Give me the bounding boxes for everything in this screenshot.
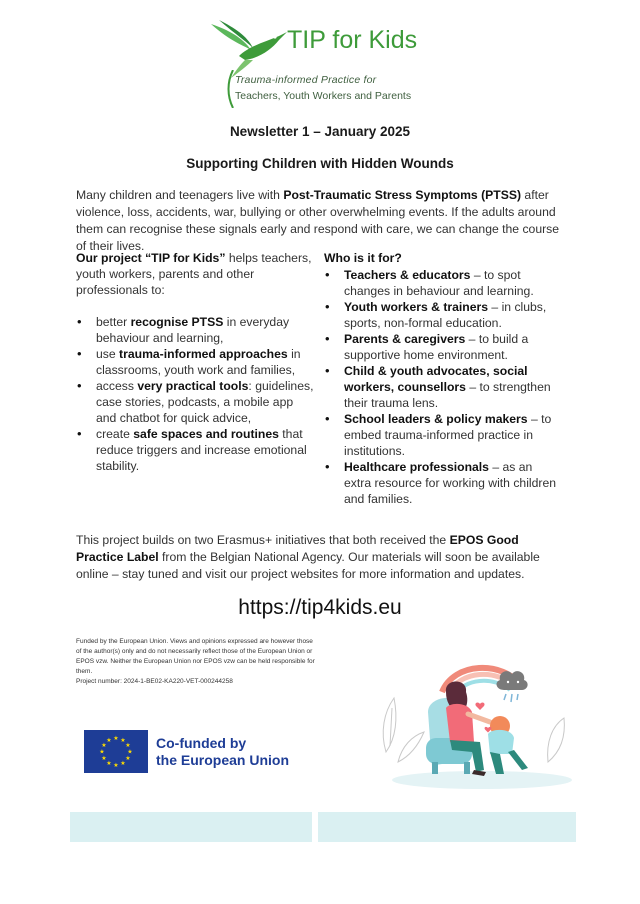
list-item [324, 459, 562, 507]
project-lead-text: helps teachers, youth workers, parents and other professionals to: [76, 251, 312, 297]
newsletter-title: Newsletter 1 – January 2025 [229, 124, 411, 139]
logo-subtitle-line2: Teachers, Youth Workers and Parents [235, 90, 412, 102]
list-item-text: in classrooms, youth work and families, [96, 347, 301, 377]
list-item [76, 346, 314, 378]
list-item-text: – to strengthen their trauma lens. [344, 380, 551, 410]
list-item [324, 299, 562, 331]
intro-paragraph [76, 187, 566, 255]
project-website-link[interactable]: https://tip4kids.eu [238, 596, 402, 619]
list-item-text: : guidelines, case stories, podcasts, a mobile app and chatbot for quick advice, [96, 379, 314, 425]
svg-text:★: ★ [125, 755, 131, 762]
intro-text-end: after violence, loss, accidents, war, bullying or other overwhelming events. If the adults around them can recognise these signals early and respond with care, we can change the course of their lives. [76, 188, 560, 253]
list-item-highlight: Youth workers & trainers [344, 300, 489, 314]
hummingbird-icon [209, 20, 289, 78]
eu-badge-line2: the European Union [156, 752, 289, 768]
list-item [324, 363, 562, 411]
list-item [76, 378, 314, 426]
footer-band-left [70, 812, 312, 842]
intro-text-start: Many children and teenagers live with [76, 188, 284, 202]
list-item [76, 314, 314, 346]
list-item [324, 331, 562, 363]
logo-subtitle-line1: Trauma-informed Practice for [235, 74, 377, 86]
list-item-text: – to build a supportive home environment. [344, 332, 529, 362]
list-item-highlight: recognise PTSS [130, 315, 224, 329]
svg-text:★: ★ [106, 760, 112, 767]
list-item [324, 411, 562, 459]
epos-label-term: EPOS Good Practice Label [76, 533, 519, 564]
disclaimer-text: Funded by the European Union. Views and opinions expressed are however those of the author(s) only and do not necessarily reflect those of the European Union or EPOS vzw. Neither the European Union nor EPOS vzw can be held responsible for them. [76, 638, 315, 675]
list-item-highlight: Parents & caregivers [344, 332, 466, 346]
funding-disclaimer [76, 637, 316, 687]
eu-stars-icon [84, 730, 148, 773]
list-item-text: – to embed trauma-informed practice in institutions. [344, 412, 552, 458]
svg-text:★: ★ [99, 748, 105, 756]
list-item-highlight: Teachers & educators [344, 268, 471, 282]
list-item-text: in everyday behaviour and learning, [96, 315, 290, 345]
list-item-text: access [96, 379, 138, 393]
eu-flag-icon [84, 730, 148, 773]
outro-text-start: This project builds on two Erasmus+ initiatives that both received the [76, 533, 450, 547]
project-number: Project number: 2024-1-BE02-KA220-VET-000244258 [76, 678, 233, 685]
outro-paragraph [76, 532, 566, 583]
logo-title: TIP for Kids [287, 26, 418, 54]
list-item-text: that reduce triggers and increase emotional stability. [96, 427, 307, 473]
intro-ptss-term: Post-Traumatic Stress Symptoms (PTSS) [283, 188, 522, 202]
tip-for-kids-logo [207, 18, 418, 110]
illustration-graphic [372, 642, 572, 792]
project-lead [76, 250, 314, 298]
target-audience-list [324, 267, 562, 507]
svg-text:★: ★ [120, 737, 126, 744]
logo-accent-line [225, 70, 235, 108]
outro-text-end: from the Belgian National Agency. Our materials will soon be available online – stay tuned and visit our project websites for more information and updates. [76, 550, 540, 581]
svg-text:★: ★ [127, 748, 133, 756]
svg-text:★: ★ [101, 755, 107, 762]
eu-badge-line1: Co-funded by [156, 735, 247, 751]
list-item-highlight: safe spaces and routines [133, 427, 279, 441]
list-item-highlight: very practical tools [137, 379, 249, 393]
list-item-text: better [96, 315, 131, 329]
list-item-text: – as an extra resource for working with children and families. [344, 460, 557, 506]
caregiver-comforting-child-illustration [372, 642, 572, 792]
svg-text:★: ★ [106, 737, 112, 744]
svg-text:★: ★ [101, 742, 107, 749]
list-item-text: – in clubs, sports, non-formal education. [344, 300, 547, 330]
target-audience-heading: Who is it for? [324, 251, 402, 265]
project-aims-list [76, 314, 314, 474]
svg-text:★: ★ [113, 762, 119, 769]
list-item-highlight: Healthcare professionals [344, 460, 489, 474]
list-item-highlight: School leaders & policy makers [344, 412, 528, 426]
list-item [324, 267, 562, 299]
eu-cofunded-badge [84, 730, 304, 776]
list-item-text: use [96, 347, 120, 361]
list-item-highlight: trauma-informed approaches [119, 347, 288, 361]
target-audience-column [324, 250, 562, 507]
list-item [76, 426, 314, 474]
main-headline: Supporting Children with Hidden Wounds [186, 156, 454, 171]
svg-text:★: ★ [125, 742, 131, 749]
list-item-text: – to spot changes in behaviour and learning. [344, 268, 534, 298]
list-item-highlight: Child & youth advocates, social workers, counsellors [344, 364, 528, 394]
footer-band-right [318, 812, 576, 842]
project-name-lead: Our project “TIP for Kids” [76, 251, 226, 265]
project-aims-column [76, 250, 314, 474]
svg-text:★: ★ [120, 760, 126, 767]
list-item-text: create [96, 427, 134, 441]
eu-badge-text [156, 735, 289, 769]
svg-text:★: ★ [113, 735, 119, 742]
